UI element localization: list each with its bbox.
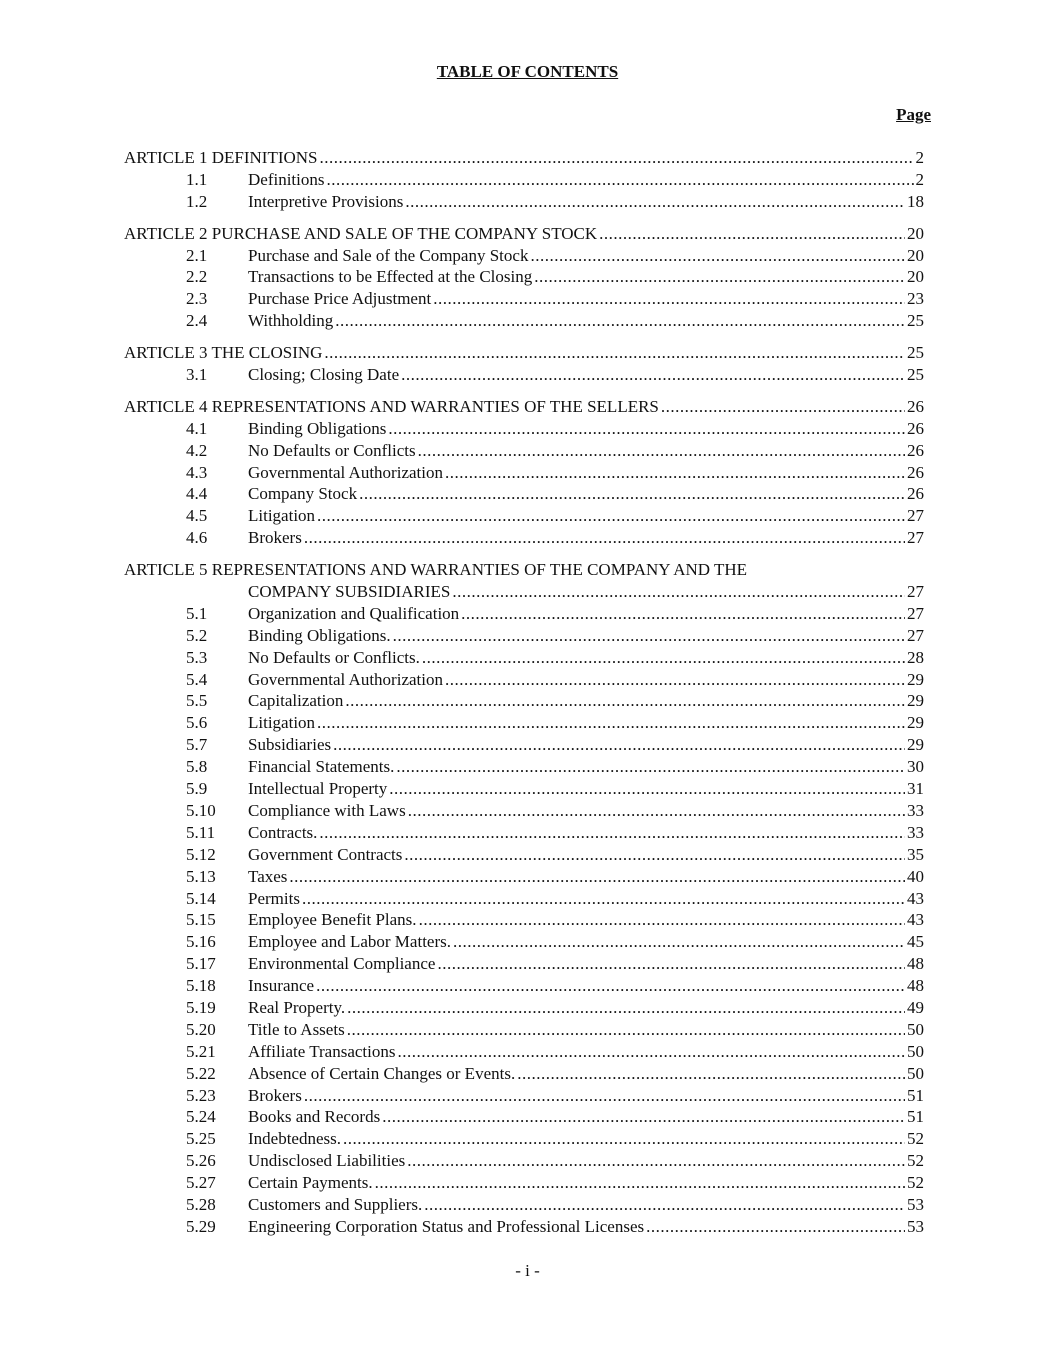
section-page-number: 53 [907,1194,924,1214]
dot-leader [599,223,905,245]
section-title: Certain Payments. [248,1173,373,1193]
dot-leader [347,997,905,1019]
section-entry[interactable] [124,1019,924,1041]
section-number: 4.3 [186,462,208,482]
section-title: Litigation [248,506,316,526]
section-page-number: 27 [907,528,924,548]
section-page-number: 25 [907,311,924,331]
dot-leader [317,505,905,527]
section-number: 5.20 [186,1019,216,1039]
table-of-contents [124,147,924,1238]
section-number: 2.1 [186,245,208,265]
section-number: 3.1 [186,365,208,385]
dot-leader [424,1194,905,1216]
section-entry[interactable] [124,756,924,778]
section-page-number: 50 [907,1041,924,1061]
section-page-number: 28 [907,647,924,667]
section-entry[interactable] [124,866,924,888]
section-number: 5.19 [186,997,216,1017]
section-title: Capitalization [248,691,344,711]
section-entry[interactable] [124,1063,924,1085]
section-entry[interactable] [124,800,924,822]
section-number: 5.3 [186,647,208,667]
section-title: Brokers [248,1085,302,1105]
section-page-number: 26 [907,484,924,504]
section-title: Subsidiaries [248,735,332,755]
section-entry[interactable] [124,1194,924,1216]
dot-leader [327,169,914,191]
section-page-number: 52 [907,1173,924,1193]
section-entry[interactable] [124,1106,924,1128]
dot-leader [345,690,905,712]
section-number: 5.15 [186,910,216,930]
section-entry[interactable] [124,245,924,267]
section-entry[interactable] [124,975,924,997]
section-title: Title to Assets [248,1019,345,1039]
article-page-number: 2 [915,148,924,167]
section-page-number: 2 [915,169,924,189]
article-title: ARTICLE 5 REPRESENTATIONS AND WARRANTIES OF THE COMPANY AND THE [124,560,748,580]
section-number: 4.4 [186,484,208,504]
section-entry[interactable] [124,364,924,386]
section-page-number: 27 [907,625,924,645]
dot-leader [317,712,905,734]
dot-leader [335,310,905,332]
dot-leader [382,1106,905,1128]
section-entry[interactable] [124,690,924,712]
section-number: 5.23 [186,1085,216,1105]
section-page-number: 35 [907,844,924,864]
section-number: 5.17 [186,954,216,974]
section-page-number: 25 [907,365,924,385]
dot-leader [389,778,905,800]
article-entry[interactable] [124,147,924,169]
article-page-number: 25 [907,343,924,363]
section-page-number: 50 [907,1019,924,1039]
article-entry[interactable] [124,223,924,245]
section-number: 5.1 [186,603,208,623]
section-entry[interactable] [124,191,924,213]
section-number: 5.9 [186,779,208,799]
section-page-number: 26 [907,418,924,438]
section-title: Definitions [248,169,325,189]
article-entry-continuation[interactable] [124,581,924,603]
section-number: 4.5 [186,506,208,526]
section-entry[interactable] [124,169,924,191]
section-number: 4.2 [186,440,208,460]
dot-leader [419,909,905,931]
section-page-number: 33 [907,822,924,842]
dot-leader [453,931,905,953]
section-number: 2.3 [186,289,208,309]
section-title: Intellectual Property [248,779,388,799]
section-page-number: 29 [907,669,924,689]
section-page-number: 27 [907,506,924,526]
section-entry[interactable] [124,440,924,462]
section-entry[interactable] [124,953,924,975]
section-title: Brokers [248,528,302,548]
section-page-number: 40 [907,866,924,886]
section-number: 1.1 [186,169,208,189]
section-page-number: 29 [907,735,924,755]
section-entry[interactable] [124,669,924,691]
section-number: 2.2 [186,267,208,287]
section-number: 4.1 [186,418,208,438]
section-title: No Defaults or Conflicts. [248,647,420,667]
section-title: Indebtedness. [248,1129,342,1149]
dot-leader [347,1019,905,1041]
section-entry[interactable] [124,734,924,756]
dot-leader [437,953,905,975]
section-page-number: 48 [907,954,924,974]
section-entry[interactable] [124,997,924,1019]
dot-leader [401,364,905,386]
section-number: 1.2 [186,191,208,211]
page-column-header: Page [896,105,931,124]
dot-leader [319,822,905,844]
section-page-number: 20 [907,267,924,287]
dot-leader [433,288,905,310]
section-title: No Defaults or Conflicts [248,440,416,460]
section-entry[interactable] [124,310,924,332]
dot-leader [396,756,905,778]
section-page-number: 43 [907,888,924,908]
section-page-number: 49 [907,997,924,1017]
dot-leader [343,1128,905,1150]
article-title: ARTICLE 2 PURCHASE AND SALE OF THE COMPANY STOCK [124,223,598,243]
section-number: 5.10 [186,800,216,820]
section-entry[interactable] [124,603,924,625]
section-page-number: 48 [907,976,924,996]
section-title: Customers and Suppliers. [248,1194,423,1214]
toc-title: TABLE OF CONTENTS [436,62,619,81]
section-title: Purchase and Sale of the Company Stock [248,245,529,265]
dot-leader [534,266,905,288]
section-title: Employee Benefit Plans. [248,910,417,930]
article-entry[interactable] [124,559,924,581]
section-number: 5.13 [186,866,216,886]
section-title: Compliance with Laws [248,800,406,820]
section-page-number: 53 [907,1216,924,1236]
section-title: Real Property. [248,997,346,1017]
section-title: Affiliate Transactions [248,1041,396,1061]
article-title: ARTICLE 4 REPRESENTATIONS AND WARRANTIES OF THE SELLERS [124,396,659,416]
section-title: Governmental Authorization [248,669,443,689]
dot-leader [408,800,905,822]
dot-leader [304,1085,905,1107]
section-page-number: 26 [907,462,924,482]
section-page-number: 27 [907,603,924,623]
section-title: Governmental Authorization [248,462,443,482]
dot-leader [304,527,905,549]
section-title: Transactions to be Effected at the Closing [248,267,533,287]
page-number-footer: - i - [515,1261,540,1280]
section-entry[interactable] [124,625,924,647]
section-number: 5.28 [186,1194,216,1214]
section-title: Environmental Compliance [248,954,436,974]
section-entry[interactable] [124,888,924,910]
section-title: Insurance [248,976,315,996]
section-entry[interactable] [124,1085,924,1107]
section-title: Employee and Labor Matters. [248,932,451,952]
section-entry[interactable] [124,1172,924,1194]
section-title: Permits [248,888,300,908]
section-title: Books and Records [248,1107,381,1127]
section-number: 5.25 [186,1129,216,1149]
article-title-continuation: COMPANY SUBSIDIARIES [248,582,451,602]
article-title: ARTICLE 1 DEFINITIONS [124,148,318,167]
dot-leader [530,245,905,267]
section-page-number: 29 [907,691,924,711]
section-title: Contracts. [248,822,318,842]
dot-leader [418,440,905,462]
section-page-number: 20 [907,245,924,265]
article-entry[interactable] [124,396,924,418]
section-number: 5.2 [186,625,208,645]
dot-leader [452,581,905,603]
article-entry[interactable] [124,342,924,364]
section-page-number: 29 [907,713,924,733]
section-entry[interactable] [124,1041,924,1063]
section-number: 5.27 [186,1173,216,1193]
dot-leader [517,1063,905,1085]
section-number: 4.6 [186,528,208,548]
section-number: 5.11 [186,822,216,842]
section-entry[interactable] [124,822,924,844]
section-title: Engineering Corporation Status and Professional Licenses [248,1216,645,1236]
section-title: Litigation [248,713,316,733]
dot-leader [445,462,905,484]
section-page-number: 18 [907,191,924,211]
dot-leader [461,603,905,625]
article-page-number: 20 [907,223,924,243]
section-entry[interactable] [124,1128,924,1150]
section-number: 5.6 [186,713,208,733]
section-title: Absence of Certain Changes or Events. [248,1063,516,1083]
section-page-number: 50 [907,1063,924,1083]
section-entry[interactable] [124,266,924,288]
dot-leader [289,866,905,888]
section-entry[interactable] [124,418,924,440]
section-number: 5.14 [186,888,216,908]
section-entry[interactable] [124,288,924,310]
article-title: ARTICLE 3 THE CLOSING [124,343,323,363]
section-title: Organization and Qualification [248,603,460,623]
dot-leader [388,418,905,440]
section-entry[interactable] [124,844,924,866]
section-number: 5.12 [186,844,216,864]
dot-leader [661,396,905,418]
dot-leader [646,1216,905,1238]
section-title: Financial Statements. [248,757,395,777]
dot-leader [302,888,905,910]
dot-leader [422,647,905,669]
section-entry[interactable] [124,647,924,669]
section-entry[interactable] [124,1150,924,1172]
section-number: 2.4 [186,311,208,331]
section-title: Binding Obligations [248,418,387,438]
section-page-number: 31 [907,779,924,799]
article-page-number: 26 [907,396,924,416]
section-number: 5.29 [186,1216,216,1236]
section-page-number: 26 [907,440,924,460]
section-number: 5.22 [186,1063,216,1083]
section-entry[interactable] [124,778,924,800]
dot-leader [445,669,905,691]
section-page-number: 52 [907,1151,924,1171]
dot-leader [405,191,905,213]
section-page-number: 45 [907,932,924,952]
section-entry[interactable] [124,462,924,484]
section-number: 5.21 [186,1041,216,1061]
dot-leader [320,147,914,169]
section-number: 5.7 [186,735,208,755]
section-entry[interactable] [124,483,924,505]
section-title: Binding Obligations. [248,625,391,645]
article-page-number: 27 [907,582,924,602]
section-entry[interactable] [124,1216,924,1238]
dot-leader [393,625,905,647]
section-title: Closing; Closing Date [248,365,400,385]
section-page-number: 52 [907,1129,924,1149]
section-number: 5.26 [186,1151,216,1171]
dot-leader [359,483,905,505]
dot-leader [324,342,905,364]
section-page-number: 30 [907,757,924,777]
section-number: 5.8 [186,757,208,777]
section-entry[interactable] [124,527,924,549]
section-page-number: 51 [907,1107,924,1127]
section-title: Company Stock [248,484,358,504]
section-entry[interactable] [124,909,924,931]
section-entry[interactable] [124,712,924,734]
section-number: 5.4 [186,669,208,689]
section-title: Withholding [248,311,334,331]
dot-leader [375,1172,905,1194]
section-entry[interactable] [124,931,924,953]
dot-leader [407,1150,905,1172]
section-number: 5.24 [186,1107,216,1127]
section-title: Interpretive Provisions [248,191,404,211]
section-number: 5.5 [186,691,208,711]
section-title: Taxes [248,866,288,886]
section-page-number: 43 [907,910,924,930]
section-title: Undisclosed Liabilities [248,1151,406,1171]
dot-leader [333,734,905,756]
dot-leader [397,1041,905,1063]
dot-leader [316,975,905,997]
section-title: Purchase Price Adjustment [248,289,432,309]
section-page-number: 23 [907,289,924,309]
dot-leader [404,844,905,866]
section-number: 5.16 [186,932,216,952]
section-page-number: 51 [907,1085,924,1105]
section-number: 5.18 [186,976,216,996]
section-title: Government Contracts [248,844,403,864]
section-page-number: 33 [907,800,924,820]
section-entry[interactable] [124,505,924,527]
